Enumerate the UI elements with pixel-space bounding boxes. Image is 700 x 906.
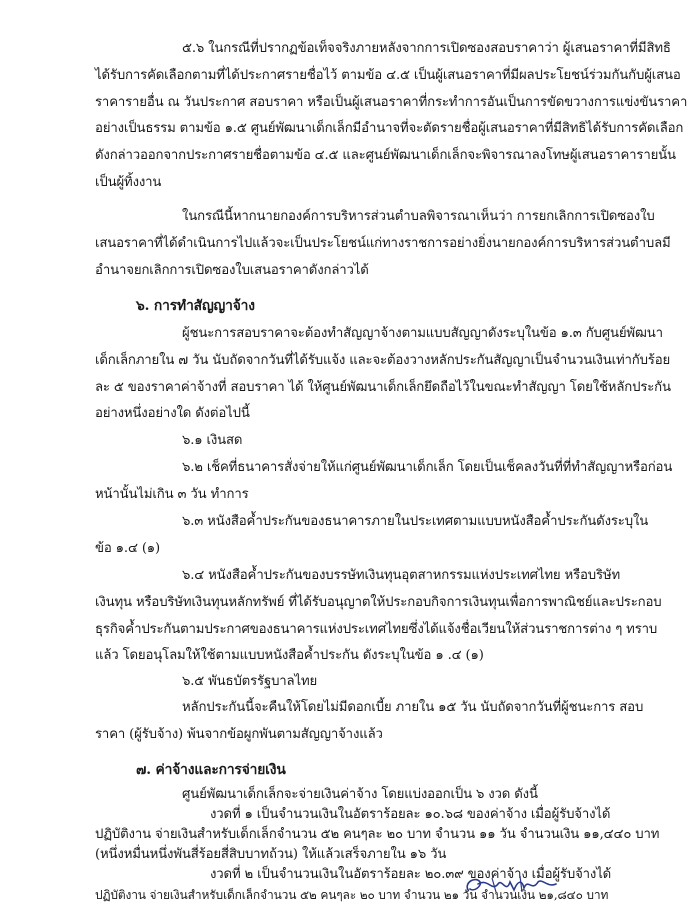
list-item: ๖.๑ เงินสด — [182, 433, 243, 448]
list-item: ๖.๒ เช็คที่ธนาคารสั่งจ่ายให้แก่ศูนย์พัฒนาเด็กเล็ก โดยเป็นเช็คลงวันที่ที่ทำสัญญาหรือก่อน — [182, 460, 673, 475]
paragraph-line: ราคารายอื่น ณ วันประกาศ สอบราคา หรือเป็นผู้เสนอราคาที่กระทำการอันเป็นการขัดขวางการแข่งขันราคา — [95, 95, 688, 110]
paragraph-line: เด็กเล็กภายใน ๗ วัน นับถัดจากวันที่ได้รับแจ้ง และจะต้องวางหลักประกันสัญญาเป็นจำนวนเงินเท่ากับร้อย — [95, 353, 671, 368]
paragraph-line: เป็นผู้ทิ้งงาน — [95, 175, 162, 190]
paragraph-line: อำนาจยกเลิกการเปิดซองใบเสนอราคาดังกล่าวได้ — [95, 263, 369, 278]
list-item: ๖.๕ พันธบัตรรัฐบาลไทย — [182, 674, 318, 689]
paragraph-line: ราคา (ผู้รับจ้าง) พ้นจากข้อผูกพันตามสัญญาจ้างแล้ว — [95, 727, 383, 742]
paragraph-line: เสนอราคาที่ได้ดำเนินการไปแล้วจะเป็นประโยชน์แก่ทางราชการอย่างยิ่งนายกองค์การบริหารส่วนตำบลมี — [95, 236, 671, 251]
paragraph-line: ได้รับการคัดเลือกตามที่ได้ประกาศรายชื่อไว้ ตามข้อ ๔.๕ เป็นผู้เสนอราคาที่มีผลประโยชน์ร่วมกันกับผู้เสนอ — [95, 68, 681, 83]
paragraph-line: ๕.๖ ในกรณีที่ปรากฏข้อเท็จจริงภายหลังจากการเปิดซองสอบราคาว่า ผู้เสนอราคาที่มีสิทธิ — [182, 41, 671, 56]
handwritten-signature — [462, 870, 562, 900]
paragraph-line: ธุรกิจค้ำประกันตามประกาศของธนาคารแห่งประเทศไทยซึ่งได้แจ้งชื่อเวียนให้ส่วนราชการต่าง ๆ ทราบ — [95, 622, 658, 637]
paragraph-line: หน้านั้นไม่เกิน ๓ วัน ทำการ — [95, 487, 249, 502]
paragraph-line: อย่างหนึ่งอย่างใด ดังต่อไปนี้ — [95, 406, 250, 421]
paragraph-line: อย่างเป็นธรรม ตามข้อ ๑.๕ ศูนย์พัฒนาเด็กเล็กมีอำนาจที่จะตัดรายชื่อผู้เสนอราคาที่มีสิทธิได้รับการคัดเลือก — [95, 121, 684, 136]
paragraph-line: ข้อ ๑.๔ (๑) — [95, 541, 161, 556]
list-item: ๖.๓ หนังสือค้ำประกันของธนาคารภายในประเทศตามแบบหนังสือค้ำประกันดังระบุใน — [182, 514, 649, 529]
paragraph-line: แล้ว โดยอนุโลมให้ใช้ตามแบบหนังสือค้ำประกัน ดังระบุในข้อ ๑ .๔ (๑) — [95, 648, 484, 663]
list-item: ๖.๔ หนังสือค้ำประกันของบรรษัทเงินทุนอุตสาหกรรมแห่งประเทศไทย หรือบริษัท — [182, 568, 621, 583]
paragraph-line: ดังกล่าวออกจากประกาศรายชื่อตามข้อ ๔.๕ และศูนย์พัฒนาเด็กเล็กจะพิจารณาลงโทษผู้เสนอราคารายนั้น — [95, 148, 676, 163]
paragraph-line: ในกรณีนี้หากนายกองค์การบริหารส่วนตำบลพิจารณาเห็นว่า การยกเลิกการเปิดซองใบ — [182, 209, 655, 224]
paragraph-line: ปฏิบัติงาน จ่ายเงินสำหรับเด็กเล็กจำนวน ๕๒ คนๆละ ๒๐ บาท จำนวน ๒๑ วัน จำนวนเงิน ๒๑,๘๔๐ บาท — [95, 888, 609, 902]
paragraph-line: (หนึ่งหมื่นหนึ่งพันสี่ร้อยสี่สิบบาทถ้วน) ให้แล้วเสร็จภายใน ๑๖ วัน — [95, 847, 447, 862]
section-heading: ๖. การทำสัญญาจ้าง — [136, 298, 255, 314]
paragraph-line: ปฏิบัติงาน จ่ายเงินสำหรับเด็กเล็กจำนวน ๕๒ คนๆละ ๒๐ บาท จำนวน ๑๑ วัน จำนวนเงิน ๑๑,๔๔๐ บาท — [95, 827, 660, 842]
payment-installment-line: งวดที่ ๑ เป็นจำนวนเงินในอัตราร้อยละ ๑๐.๖๘ ของค่าจ้าง เมื่อผู้รับจ้างได้ — [210, 807, 611, 822]
paragraph-line: เงินทุน หรือบริษัทเงินทุนหลักทรัพย์ ที่ได้รับอนุญาตให้ประกอบกิจการเงินทุนเพื่อการพาณิชย์และประกอบ — [95, 595, 662, 610]
payment-installment-line: งวดที่ ๒ เป็นจำนวนเงินในอัตราร้อยละ ๒๐.๓๙ ของค่าจ้าง เมื่อผู้รับจ้างได้ — [210, 867, 612, 882]
paragraph-line: หลักประกันนี้จะคืนให้โดยไม่มีดอกเบี้ย ภายใน ๑๕ วัน นับถัดจากวันที่ผู้ชนะการ สอบ — [182, 700, 644, 715]
paragraph-line: ละ ๕ ของราคาค่าจ้างที่ สอบราคา ได้ ให้ศูนย์พัฒนาเด็กเล็กยึดถือไว้ในขณะทำสัญญา โดยใช้หลักประกัน — [95, 380, 671, 395]
paragraph-line: ศูนย์พัฒนาเด็กเล็กจะจ่ายเงินค่าจ้าง โดยแบ่งออกเป็น ๖ งวด ดังนี้ — [182, 787, 538, 802]
section-heading: ๗. ค่าจ้างและการจ่ายเงิน — [136, 762, 286, 778]
paragraph-line: ผู้ชนะการสอบราคาจะต้องทำสัญญาจ้างตามแบบสัญญาดังระบุในข้อ ๑.๓ กับศูนย์พัฒนา — [182, 326, 663, 341]
